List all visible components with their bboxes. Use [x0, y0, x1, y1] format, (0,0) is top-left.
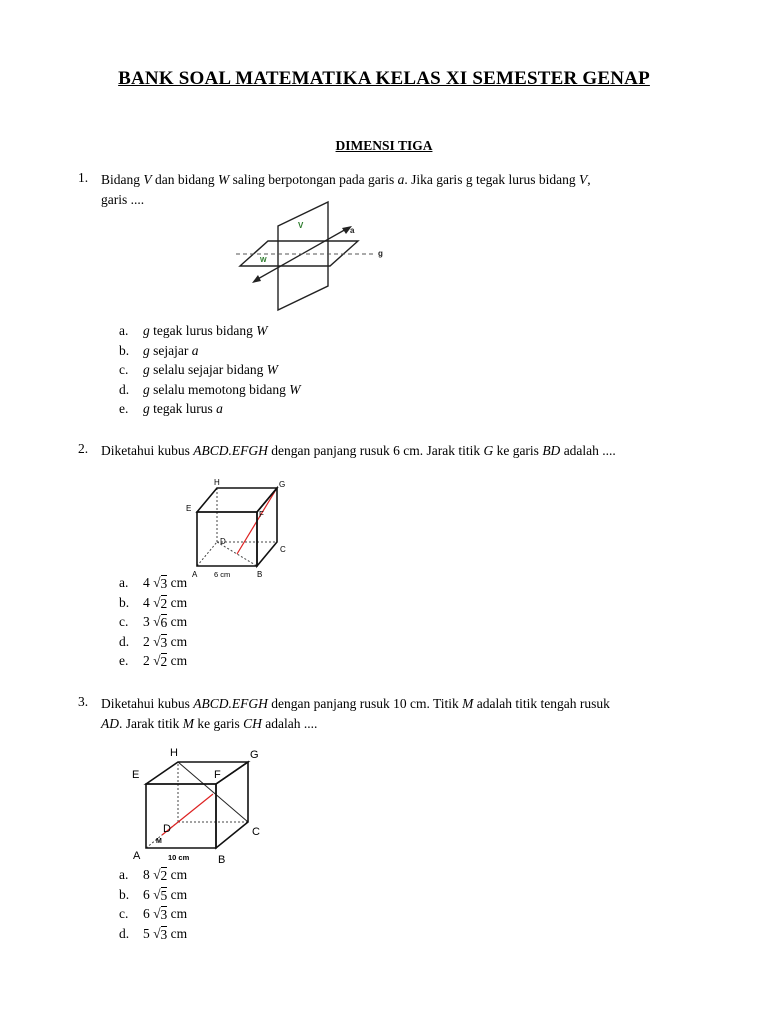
question-1-options [119, 323, 300, 421]
option-label: c. [119, 614, 129, 629]
sqrt-sign: √ [153, 575, 161, 590]
radicand: 2 [161, 595, 168, 615]
label-a: a [350, 226, 355, 235]
text-part: selalu sejajar bidang [149, 362, 267, 377]
unit: cm [170, 867, 188, 882]
text-part: dan bidang [151, 172, 218, 187]
coef: 2 [143, 653, 150, 668]
sqrt-sign: √ [153, 614, 161, 629]
sqrt-sign: √ [153, 867, 161, 882]
question-3-line-2 [101, 714, 721, 734]
text-part: adalah .... [560, 443, 616, 458]
label-E: E [132, 769, 140, 781]
coef: 4 [143, 594, 150, 610]
var: a [216, 401, 223, 416]
radicand: 2 [161, 653, 168, 673]
option-1c[interactable] [119, 362, 300, 382]
label-D: D [220, 537, 226, 546]
text-part: tegak lurus bidang [149, 323, 257, 338]
var-cube: ABCD.EFGH [193, 443, 268, 458]
option-3c[interactable] [119, 906, 187, 926]
label-C: C [252, 826, 260, 838]
text-part: adalah titik tengah rusuk [473, 696, 610, 711]
var-V: V [579, 172, 588, 187]
text-part: saling berpotongan pada garis [229, 172, 398, 187]
sqrt-sign: √ [153, 594, 161, 610]
label-g: g [378, 249, 383, 258]
text-part: selalu memotong bidang [149, 381, 290, 397]
radicand: 5 [161, 887, 168, 907]
var-G: G [483, 443, 494, 458]
radicand: 2 [161, 867, 168, 887]
label-F: F [259, 510, 264, 519]
option-label: d. [119, 925, 130, 941]
edge-AD [197, 542, 217, 566]
coef: 5 [143, 925, 150, 941]
page-title: BANK SOAL MATEMATIKA KELAS XI SEMESTER GENAP [118, 68, 650, 89]
var: g [143, 381, 150, 397]
label-w: W [260, 257, 267, 264]
option-label: b. [119, 342, 130, 358]
option-label: e. [119, 401, 129, 416]
label-G: G [279, 480, 286, 489]
option-2b[interactable] [119, 595, 187, 615]
option-label: c. [119, 362, 129, 377]
text-part: dengan panjang rusuk 6 cm. Jarak titik [267, 443, 484, 458]
label-H: H [214, 478, 220, 487]
unit: cm [170, 886, 188, 902]
text-part: Diketahui kubus [101, 696, 194, 711]
arrow-a-tail [252, 275, 261, 283]
option-3a[interactable] [119, 867, 187, 887]
figure-intersecting-planes [228, 198, 388, 313]
coef: 6 [143, 886, 150, 902]
option-label: d. [119, 381, 130, 397]
question-2-number: 2. [78, 441, 89, 456]
text-part: . Jika garis g tegak lurus bidang [404, 172, 580, 187]
var-M: M [182, 716, 194, 731]
var: g [143, 362, 150, 377]
text-part: , [587, 172, 591, 187]
question-1-line-1 [101, 170, 701, 190]
coef: 6 [143, 906, 150, 921]
option-2a[interactable] [119, 575, 187, 595]
var-BD: BD [542, 443, 561, 458]
radicand: 3 [161, 634, 168, 654]
label-H: H [170, 747, 178, 759]
var: a [191, 342, 199, 358]
question-3-number: 3. [78, 694, 89, 709]
option-2d[interactable] [119, 634, 187, 654]
var: g [143, 323, 150, 338]
text-part: sejajar [149, 342, 192, 358]
sqrt-sign: √ [153, 653, 161, 668]
var-M: M [462, 696, 474, 711]
var: g [143, 342, 150, 358]
label-v: V [298, 221, 304, 230]
coef: 8 [143, 867, 150, 882]
unit: cm [170, 925, 188, 941]
unit: cm [170, 594, 188, 610]
unit: cm [170, 906, 188, 921]
text-part: tegak lurus [149, 401, 217, 416]
sqrt-sign: √ [153, 886, 161, 902]
coef: 3 [143, 614, 150, 629]
question-1-number: 1. [78, 170, 89, 185]
var-AD: AD [101, 716, 119, 731]
option-label: a. [119, 867, 129, 882]
var-CH: CH [243, 716, 262, 731]
option-label: c. [119, 906, 129, 921]
option-1d[interactable] [119, 382, 300, 402]
label-E: E [186, 504, 192, 513]
option-label: a. [119, 575, 129, 590]
label-B: B [257, 570, 263, 579]
text-part: dengan panjang rusuk 10 cm. Titik [267, 696, 463, 711]
option-label: d. [119, 633, 130, 649]
var-V: V [143, 172, 152, 187]
option-label: b. [119, 886, 130, 902]
sqrt-sign: √ [153, 925, 161, 941]
label-C: C [280, 545, 286, 554]
section-title: DIMENSI TIGA [335, 138, 433, 153]
var: W [256, 323, 268, 338]
var-cube: ABCD.EFGH [193, 696, 268, 711]
option-3b[interactable] [119, 887, 187, 907]
label-A: A [133, 850, 141, 862]
question-1-text [101, 170, 701, 210]
var-a: a [397, 172, 405, 187]
sqrt-sign: √ [153, 633, 161, 649]
option-1b[interactable] [119, 343, 300, 363]
label-B: B [218, 854, 226, 866]
question-3-text [101, 694, 721, 734]
option-3d[interactable] [119, 926, 187, 946]
option-label: e. [119, 653, 129, 668]
text-part: ke garis [493, 443, 543, 458]
label-G: G [250, 749, 259, 761]
radicand: 6 [161, 614, 168, 634]
sqrt-sign: √ [153, 906, 161, 921]
label-edge-length: 6 cm [214, 570, 231, 579]
coef: 4 [143, 575, 150, 590]
unit: cm [170, 614, 188, 629]
unit: cm [170, 653, 188, 668]
radicand: 3 [161, 575, 168, 595]
face-ABFE [197, 512, 257, 566]
unit: cm [170, 575, 188, 590]
text-part: Diketahui kubus [101, 443, 194, 458]
option-2e[interactable] [119, 653, 187, 673]
radicand: 3 [161, 906, 168, 926]
var: W [289, 381, 301, 397]
question-3-options [119, 867, 187, 945]
face-BCGF [257, 488, 277, 566]
question-3-line-1 [101, 694, 721, 714]
question-1-line-2: garis .... [101, 192, 145, 207]
option-label: a. [119, 323, 129, 338]
label-M: M [156, 838, 162, 845]
var: W [266, 362, 278, 377]
question-2-options [119, 575, 187, 673]
text-part: adalah .... [261, 716, 318, 731]
option-2c[interactable] [119, 614, 187, 634]
option-label: b. [119, 594, 130, 610]
option-1a[interactable] [119, 323, 300, 343]
unit: cm [170, 633, 188, 649]
var-W: W [218, 172, 230, 187]
label-A: A [192, 570, 198, 579]
face-BCGF [216, 762, 248, 848]
coef: 2 [143, 633, 150, 649]
label-edge-length: 10 cm [168, 853, 190, 862]
text-part: Bidang [101, 172, 144, 187]
text-part: . Jarak titik [119, 716, 183, 731]
radicand: 3 [161, 926, 168, 946]
option-1e[interactable] [119, 401, 300, 421]
question-2-text [101, 441, 721, 461]
figure-cube-6cm [182, 474, 294, 584]
var: g [143, 401, 150, 416]
label-D: D [163, 823, 171, 835]
label-F: F [214, 769, 221, 781]
plane-v [278, 202, 328, 310]
text-part: ke garis [194, 716, 244, 731]
figure-cube-10cm [128, 742, 278, 868]
